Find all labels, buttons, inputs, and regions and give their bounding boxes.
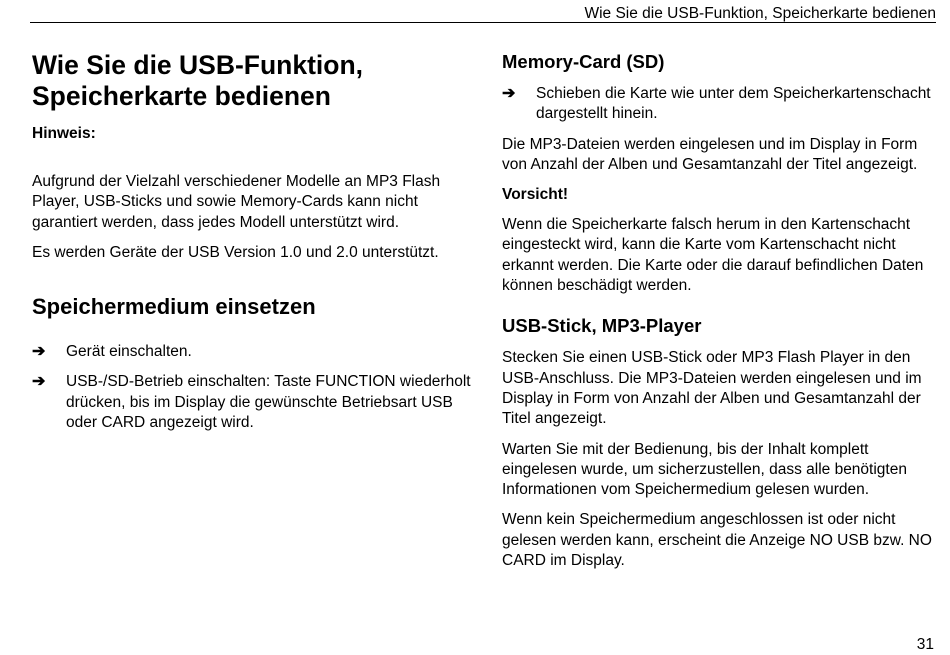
page-title-line2: Speicherkarte bedienen <box>32 81 331 111</box>
caution-paragraph: Wenn die Speicherkarte falsch herum in den Kartenschacht eingesteckt wird, kann die Karte vom Kartenschacht nicht erkannt werden. Die Karte oder die darauf befindlichen Daten können beschädigt werden. <box>502 216 924 295</box>
section-heading-memory-card: Memory-Card (SD) <box>502 51 665 72</box>
page-title-line1: Wie Sie die USB-Funktion, <box>32 50 364 80</box>
caution-label: Vorsicht! <box>502 186 569 204</box>
arrow-right-icon: ➔ <box>502 85 516 102</box>
list-item <box>502 84 932 125</box>
note-paragraph-1: Aufgrund der Vielzahl verschiedener Modelle an MP3 Flash Player, USB-Sticks und sowie Memory-Cards kann nicht garantiert werden, dass jedes Modell unterstützt wird. <box>32 173 441 231</box>
bullet-text: Gerät einschalten. <box>66 343 192 361</box>
note-label: Hinweis: <box>32 125 96 142</box>
running-header: Wie Sie die USB-Funktion, Speicherkarte bedienen <box>30 0 936 23</box>
usb-paragraph-2: Warten Sie mit der Bedienung, bis der Inhalt komplett eingelesen wurde, um sicherzustellen, dass alle benötigten Informationen vom Speichermedium gelesen wurden. <box>502 440 907 499</box>
page-number: 31 <box>916 636 934 653</box>
right-column <box>502 40 932 571</box>
page-title <box>32 50 472 112</box>
bullet-text: Schieben die Karte wie unter dem Speicherkartenschacht dargestellt hinein. <box>536 85 931 123</box>
sd-paragraph: Die MP3-Dateien werden eingelesen und im Display in Form von Anzahl der Alben und Gesamtanzahl der Titel angezeigt. <box>502 135 918 173</box>
usb-paragraph-1: Stecken Sie einen USB-Stick oder MP3 Flash Player in den USB-Anschluss. Die MP3-Dateien werden eingelesen und im Display in Form von Anzahl der Alben und Gesamtanzahl der Titel angezeigt. <box>502 349 922 428</box>
arrow-right-icon: ➔ <box>32 343 46 361</box>
bullet-text: USB-/SD-Betrieb einschalten: Taste FUNCTION wiederholt drücken, bis im Display die gewünschte Betriebsart USB oder CARD angezeigt wird. <box>66 373 471 432</box>
arrow-right-icon: ➔ <box>32 373 46 391</box>
usb-paragraph-3: Wenn kein Speichermedium angeschlossen ist oder nicht gelesen werden kann, erscheint die Anzeige NO USB bzw. NO CARD im Display. <box>502 511 932 570</box>
note-paragraph-2: Es werden Geräte der USB Version 1.0 und 2.0 unterstützt. <box>32 243 439 261</box>
section-heading-usb-stick: USB-Stick, MP3-Player <box>502 315 702 337</box>
section-heading-insert-medium: Speichermedium einsetzen <box>32 294 316 320</box>
list-item <box>32 372 472 433</box>
left-column <box>32 40 472 433</box>
list-item <box>32 342 472 362</box>
